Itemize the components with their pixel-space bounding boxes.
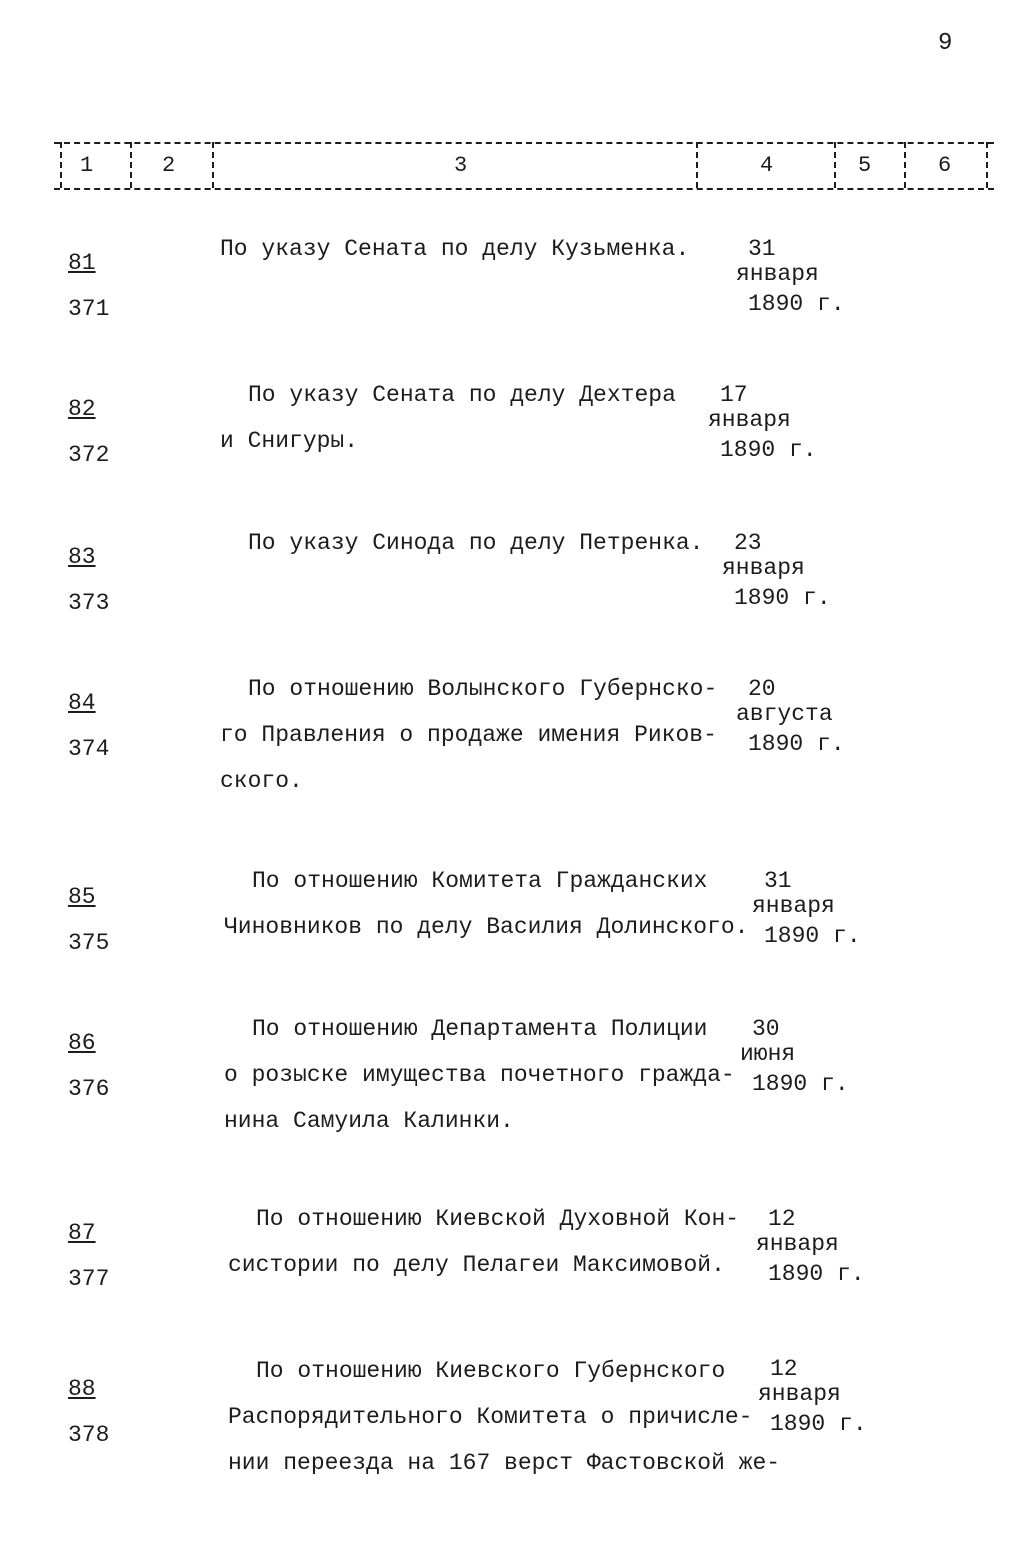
- date-year: 1890 г.: [748, 731, 845, 757]
- date-day: 31: [764, 868, 792, 894]
- column-separator: [904, 142, 906, 188]
- description-line: нина Самуила Калинки.: [224, 1108, 514, 1134]
- column-header-row: [54, 142, 994, 190]
- entry-date: [708, 382, 817, 468]
- entry-description: [228, 1348, 781, 1486]
- entry-inventory-number: 377: [68, 1266, 110, 1292]
- column-separator: [696, 142, 698, 188]
- description-line: По отношению Киевской Духовной Кон-: [256, 1206, 740, 1232]
- description-line: о розыске имущества почетного гражда-: [224, 1062, 735, 1088]
- entry-description: [228, 1196, 768, 1288]
- date-month: июня: [740, 1041, 796, 1067]
- date-month: января: [736, 261, 819, 287]
- date-month: января: [708, 407, 791, 433]
- column-separator: [986, 142, 988, 188]
- entry-inventory-number: 371: [68, 296, 110, 322]
- entry-number: [68, 1366, 109, 1458]
- entry-ref-number: 83: [68, 544, 96, 570]
- entry-description: [224, 858, 764, 950]
- entry-number: [68, 386, 109, 478]
- date-month: января: [752, 893, 835, 919]
- entry-description: [220, 226, 760, 272]
- date-month: августа: [736, 701, 833, 727]
- date-day: 20: [748, 676, 776, 702]
- date-year: 1890 г.: [734, 585, 831, 611]
- date-day: 12: [768, 1206, 796, 1232]
- entry-number: [68, 1020, 109, 1112]
- column-header-3: 3: [454, 153, 468, 178]
- entry-date: [758, 1356, 867, 1442]
- page-number: 9: [938, 30, 953, 57]
- entry-number: [68, 534, 109, 626]
- entry-date: [752, 868, 861, 954]
- entry-ref-number: 82: [68, 396, 96, 422]
- date-day: 30: [752, 1016, 780, 1042]
- entry-inventory-number: 375: [68, 930, 110, 956]
- date-day: 17: [720, 382, 748, 408]
- column-separator: [130, 142, 132, 188]
- description-line: и Снигуры.: [220, 428, 359, 454]
- date-month: января: [722, 555, 805, 581]
- entry-description: [220, 666, 760, 804]
- description-line: По указу Сената по делу Дехтера: [248, 382, 676, 408]
- date-year: 1890 г.: [748, 291, 845, 317]
- entry-date: [736, 236, 845, 322]
- description-line: По указу Сената по делу Кузьменка.: [220, 236, 690, 262]
- entry-ref-number: 87: [68, 1220, 96, 1246]
- description-line: нии переезда на 167 верст Фастовской же-: [228, 1450, 781, 1476]
- entry-description: [220, 372, 760, 464]
- entry-description: [220, 520, 760, 566]
- entry-ref-number: 84: [68, 690, 96, 716]
- entry-inventory-number: 374: [68, 736, 110, 762]
- description-line: Чиновников по делу Василия Долинского.: [224, 914, 749, 940]
- column-header-5: 5: [858, 153, 872, 178]
- description-line: систории по делу Пелагеи Максимовой.: [228, 1252, 725, 1278]
- entry-date: [736, 676, 845, 762]
- entry-inventory-number: 372: [68, 442, 110, 468]
- date-day: 12: [770, 1356, 798, 1382]
- date-month: января: [756, 1231, 839, 1257]
- entry-ref-number: 81: [68, 250, 96, 276]
- column-header-1: 1: [80, 153, 94, 178]
- entry-date: [740, 1016, 849, 1102]
- description-line: По отношению Комитета Гражданских: [252, 868, 708, 894]
- entry-description: [224, 1006, 764, 1144]
- column-header-2: 2: [162, 153, 176, 178]
- date-month: января: [758, 1381, 841, 1407]
- description-line: По отношению Департамента Полиции: [252, 1016, 708, 1042]
- column-separator: [834, 142, 836, 188]
- entry-number: [68, 680, 109, 772]
- date-year: 1890 г.: [764, 923, 861, 949]
- description-line: По указу Синода по делу Петренка.: [248, 530, 704, 556]
- column-separator: [60, 142, 62, 188]
- header-bottom-rule: [54, 188, 994, 190]
- description-line: ского.: [220, 768, 303, 794]
- entry-number: [68, 874, 109, 966]
- column-header-4: 4: [760, 153, 774, 178]
- entry-number: [68, 1210, 109, 1302]
- column-separator: [212, 142, 214, 188]
- date-day: 23: [734, 530, 762, 556]
- entry-ref-number: 88: [68, 1376, 96, 1402]
- entry-inventory-number: 378: [68, 1422, 110, 1448]
- date-year: 1890 г.: [720, 437, 817, 463]
- entry-ref-number: 86: [68, 1030, 96, 1056]
- entry-ref-number: 85: [68, 884, 96, 910]
- column-header-6: 6: [938, 153, 952, 178]
- entry-date: [756, 1206, 865, 1292]
- description-line: По отношению Киевского Губернского: [256, 1358, 726, 1384]
- header-top-rule: [54, 142, 994, 144]
- date-day: 31: [748, 236, 776, 262]
- entry-inventory-number: 373: [68, 590, 110, 616]
- description-line: По отношению Волынского Губернско-: [248, 676, 718, 702]
- entry-inventory-number: 376: [68, 1076, 110, 1102]
- date-year: 1890 г.: [752, 1071, 849, 1097]
- entry-date: [722, 530, 831, 616]
- description-line: го Правления о продаже имения Риков-: [220, 722, 717, 748]
- date-year: 1890 г.: [770, 1411, 867, 1437]
- description-line: Распорядительного Комитета о причисле-: [228, 1404, 753, 1430]
- entry-number: [68, 240, 109, 332]
- date-year: 1890 г.: [768, 1261, 865, 1287]
